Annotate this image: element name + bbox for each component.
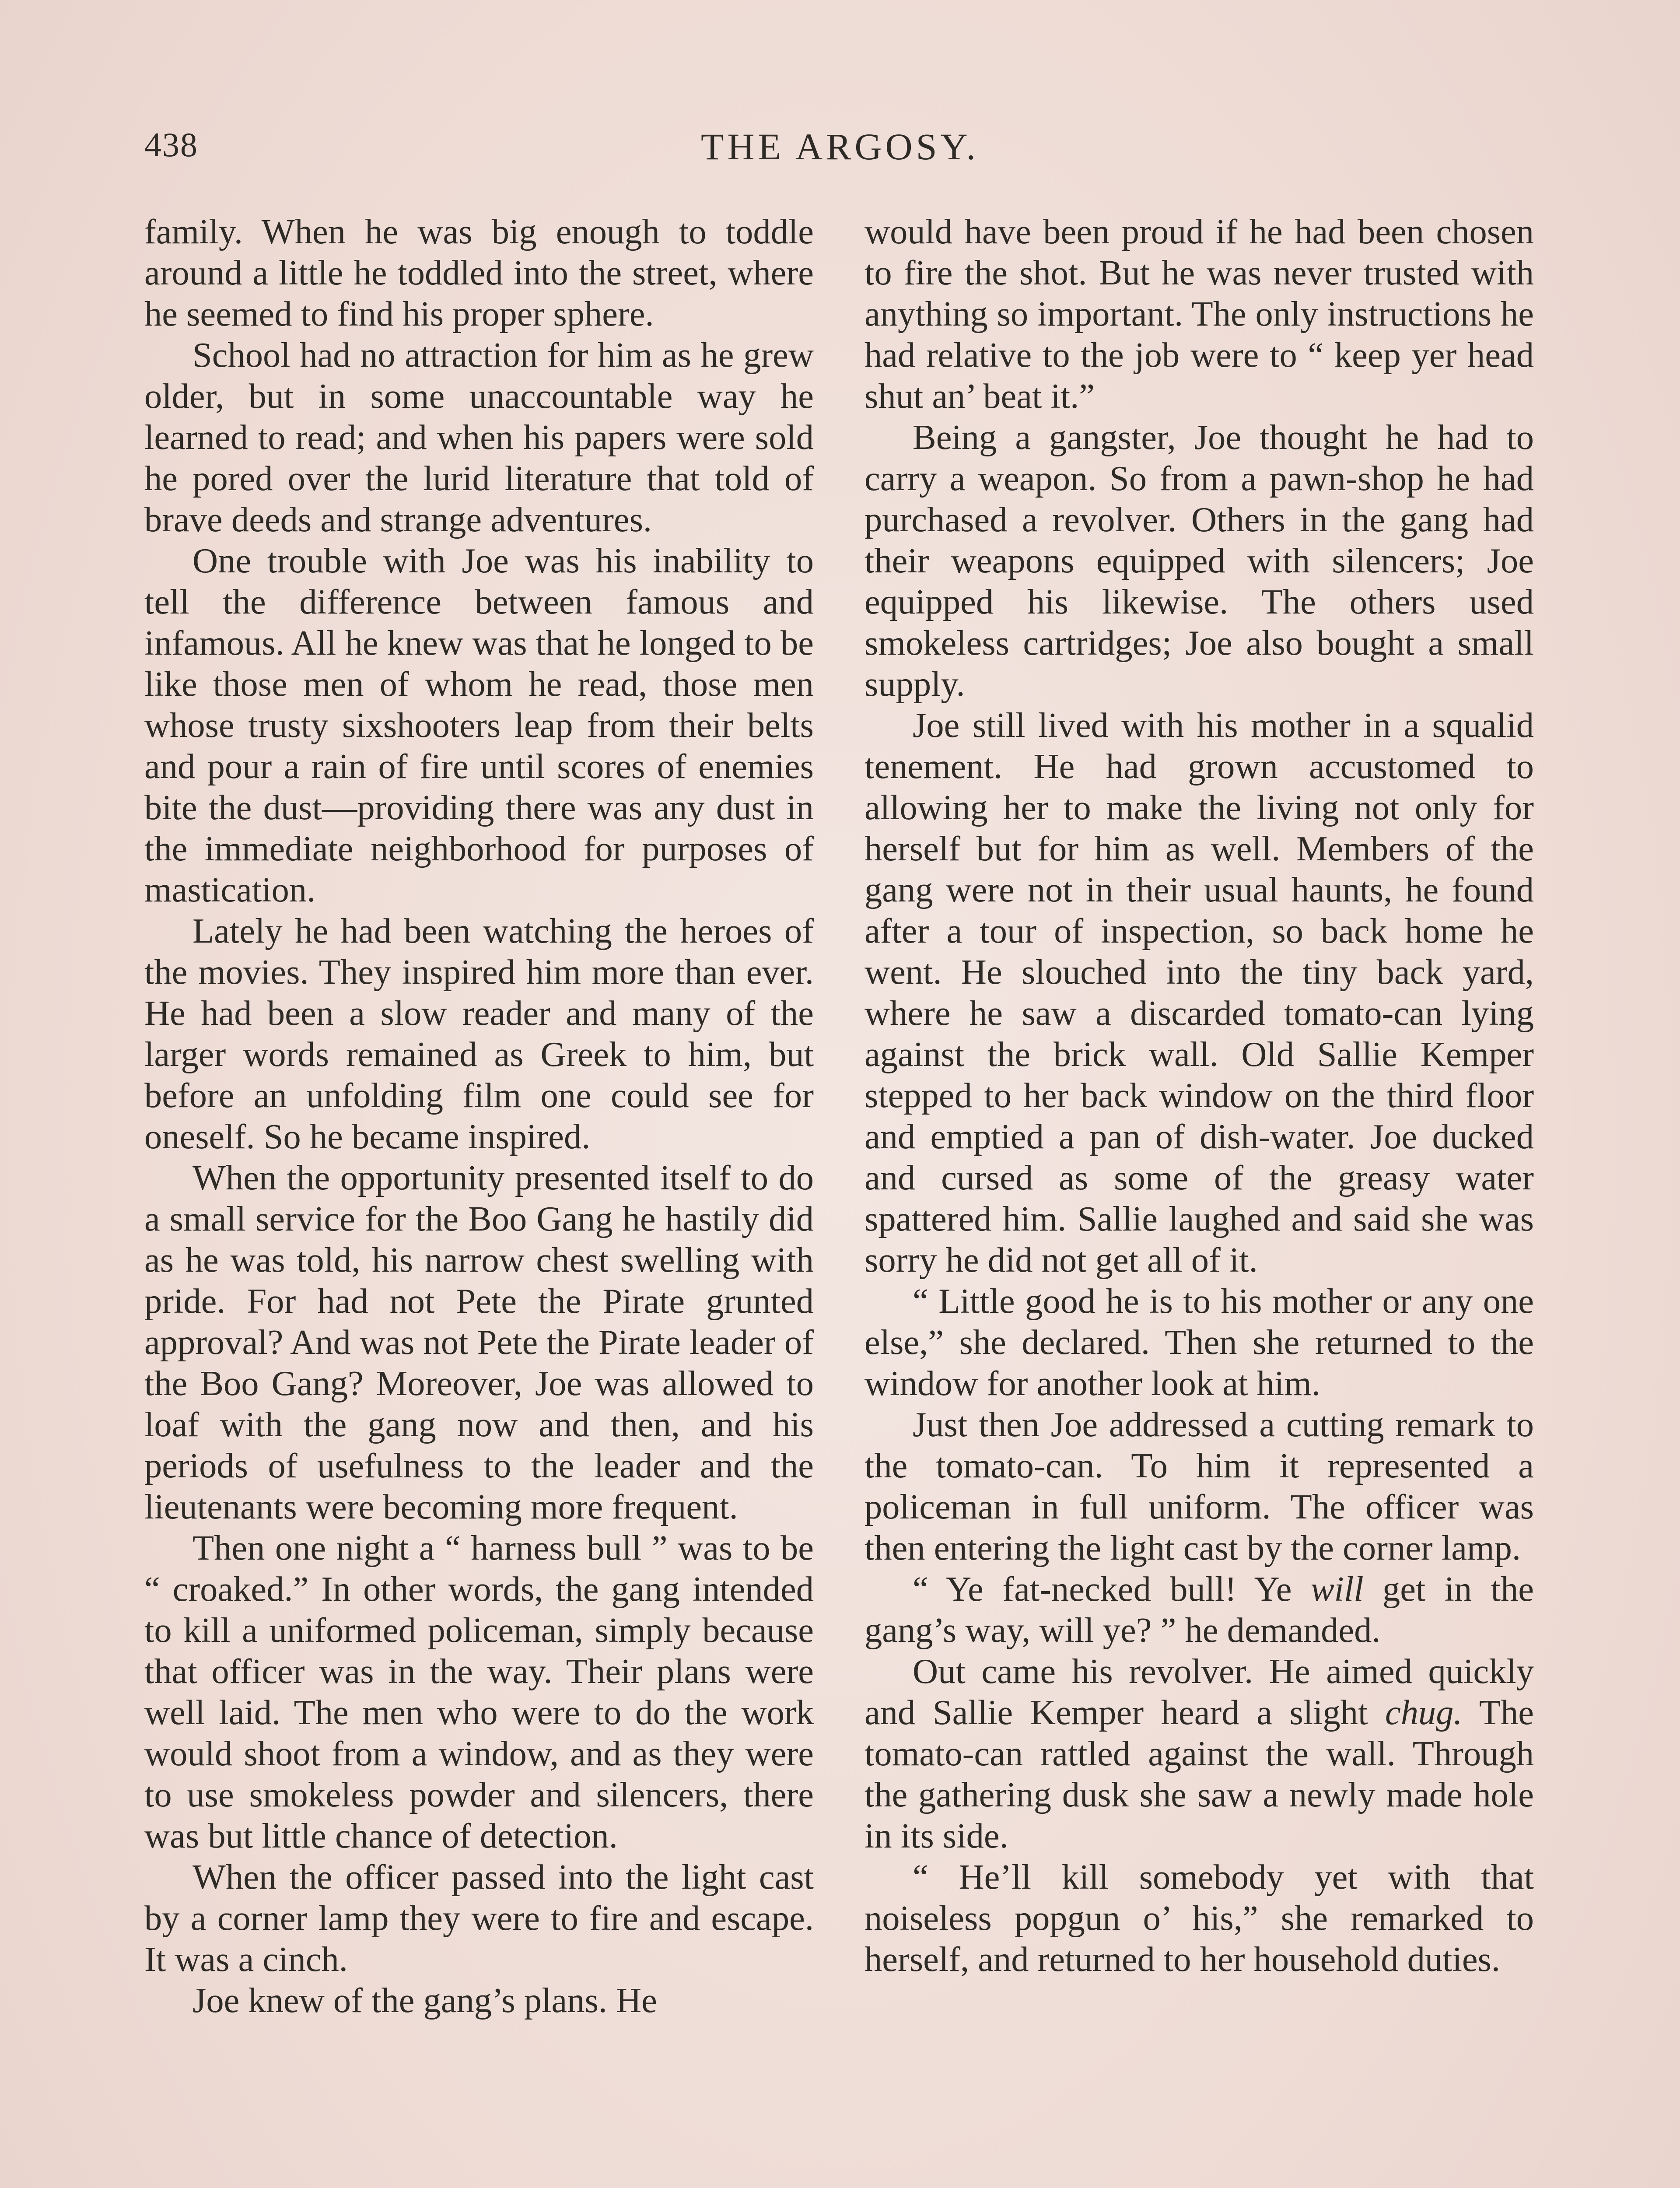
running-head: THE ARGOSY.: [701, 126, 979, 168]
left-paragraph-8: Joe knew of the gang’s plans. He: [192, 1981, 657, 2020]
left-paragraph-5: When the opportunity presented itself to do a small service for the Boo Gang he hastily did as he was told, his narrow chest swelling with pride. For had not Pete the Pirate grunted approval? And was not Pete the Pirate leader of the Boo Gang? Moreover, Joe was allowed to loaf with the gang now and then, and his periods of usefulness to the leader and the lieutenants were becoming more frequent.: [144, 1158, 814, 1526]
right-paragraph-6-start: “ Ye fat-necked bull! Ye: [913, 1570, 1311, 1609]
right-paragraph-1: would have been proud if he had been chosen to fire the shot. But he was never trusted with anything so important. The only instructions he had relative to the job were to “ keep yer head shut an’ beat it.”: [864, 212, 1534, 416]
left-column: [144, 211, 814, 2021]
page-number: 438: [144, 126, 198, 164]
left-paragraph-4: Lately he had been watching the heroes of the movies. They inspired him more than ever. He had been a slow reader and many of the larger words remained as Greek to him, but before an unfolding film one could see for oneself. So he became inspired.: [144, 912, 814, 1156]
right-paragraph-6-end: get in the gang’s way, will ye? ” he demanded.: [864, 1570, 1534, 1650]
right-column: [864, 211, 1534, 1980]
emphasis-chug: chug.: [1385, 1693, 1463, 1732]
left-paragraph-2: School had no attraction for him as he grew older, but in some unaccountable way he learned to read; and when his papers were sold he pored over the lurid literature that told of brave deeds and strange adventures.: [144, 336, 814, 539]
right-paragraph-7-end: The tomato-can rattled against the wall. Through the gathering dusk she saw a newly made hole in its side.: [864, 1693, 1534, 1855]
left-paragraph-7: When the officer passed into the light cast by a corner lamp they were to fire and escape. It was a cinch.: [144, 1858, 814, 1979]
right-paragraph-2: Being a gangster, Joe thought he had to carry a weapon. So from a pawn-shop he had purchased a revolver. Others in the gang had their weapons equipped with silencers; Joe equipped his likewise. The others used smokeless cartridges; Joe also bought a small supply.: [864, 418, 1534, 704]
right-paragraph-6: [864, 1569, 1534, 1651]
right-paragraph-5: Just then Joe addressed a cutting remark to the tomato-can. To him it represented a policeman in full uniform. The officer was then entering the light cast by the corner lamp.: [864, 1405, 1534, 1567]
right-paragraph-7: [864, 1651, 1534, 1857]
left-paragraph-3: One trouble with Joe was his inability to tell the difference between famous and infamous. All he knew was that he longed to be like those men of whom he read, those men whose trusty sixshooters leap from their belts and pour a rain of fire until scores of enemies bite the dust—providing there was any dust in the immediate neighborhood for purposes of mastication.: [144, 541, 814, 909]
right-paragraph-3: Joe still lived with his mother in a squalid tenement. He had grown accustomed to allowing her to make the living not only for herself but for him as well. Members of the gang were not in their usual haunts, he found after a tour of inspection, so back home he went. He slouched into the tiny back yard, where he saw a discarded tomato-can lying against the brick wall. Old Sallie Kemper stepped to her back window on the third floor and emptied a pan of dish-water. Joe ducked and cursed as some of the greasy water spattered him. Sallie laughed and said she was sorry he did not get all of it.: [864, 706, 1534, 1280]
right-paragraph-8: “ He’ll kill somebody yet with that noiseless popgun o’ his,” she remarked to herself, and returned to her household duties.: [864, 1858, 1534, 1979]
right-paragraph-4: “ Little good he is to his mother or any one else,” she declared. Then she returned to the window for another look at him.: [864, 1282, 1534, 1403]
left-paragraph-1: family. When he was big enough to toddle around a little he toddled into the street, where he seemed to find his proper sphere.: [144, 212, 814, 333]
emphasis-will: will: [1310, 1570, 1364, 1609]
right-paragraph-7-start: Out came his revolver. He aimed quickly and Sallie Kemper heard a slight: [864, 1652, 1534, 1732]
left-paragraph-6: Then one night a “ harness bull ” was to be “ croaked.” In other words, the gang intended to kill a uniformed policeman, simply because that officer was in the way. Their plans were well laid. The men who were to do the work would shoot from a window, and as they were to use smokeless powder and silencers, there was but little chance of detection.: [144, 1529, 814, 1855]
